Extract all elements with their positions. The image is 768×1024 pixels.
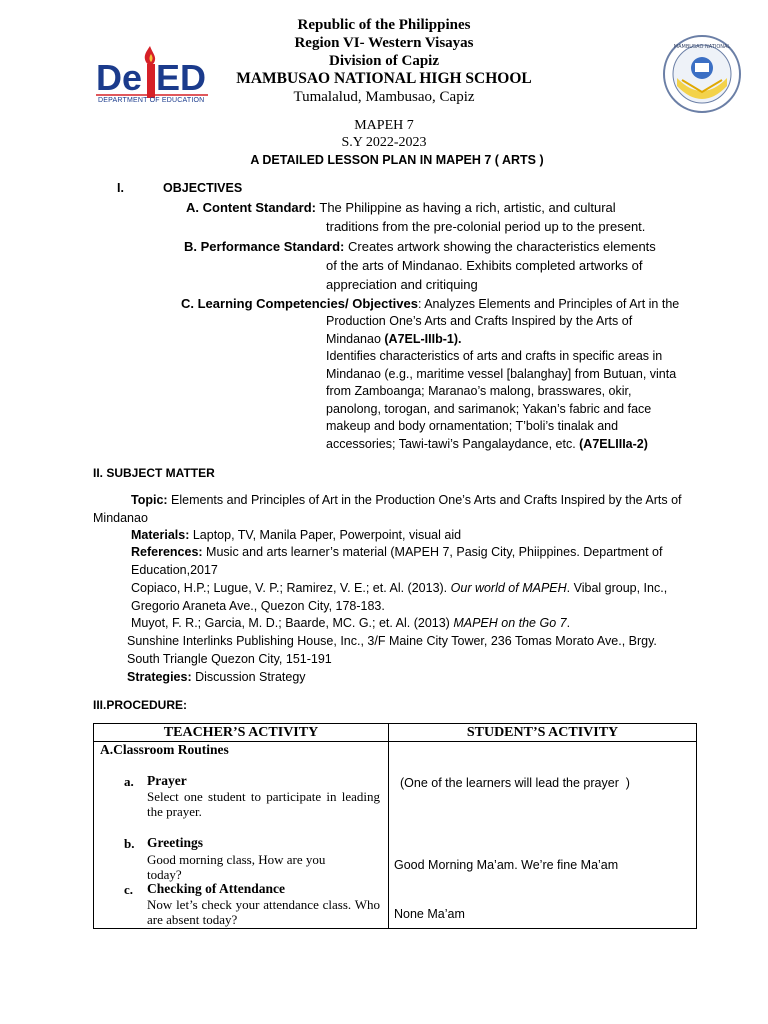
references-text: Music and arts learner’s material (MAPEH 7, Pasig City, Phiippines. Department of (202, 545, 663, 559)
activity-table (93, 723, 697, 929)
performance-standard-text-2: of the arts of Mindanao. Exhibits completed artworks of (326, 258, 643, 273)
item-title-greetings: Greetings (147, 835, 203, 850)
strategies-label: Strategies: (127, 670, 192, 684)
competency-line: accessories; Tawi-tawi’s Pangalaydance, etc. (326, 436, 580, 451)
item-letter-c: c. (124, 882, 134, 897)
reference-3-line-3: South Triangle Quezon City, 151-191 (127, 652, 332, 666)
lesson-plan-title: A DETAILED LESSON PLAN IN MAPEH 7 ( ARTS ) (250, 153, 544, 167)
competency-line: Mindanao (e.g., maritime vessel [balanghay] from Butuan, vinta (326, 366, 677, 381)
learning-competencies (181, 295, 679, 314)
topic-label: Topic: (131, 493, 168, 507)
objectives-number: I. (117, 181, 124, 195)
item-letter-a: a. (124, 774, 134, 789)
student-activity-cell (389, 742, 697, 929)
materials-label: Materials: (131, 528, 190, 542)
performance-standard-label: B. Performance Standard: (184, 239, 345, 254)
table-row (94, 742, 697, 929)
performance-standard-text: Creates artwork showing the characteristics elements (348, 239, 656, 254)
student-response-prayer: (One of the learners will lead the prayer ) (400, 776, 630, 790)
item-text-attendance: Now let’s check your attendance class. Who are absent today? (147, 897, 380, 927)
materials-text: Laptop, TV, Manila Paper, Powerpoint, visual aid (189, 528, 462, 542)
competency-code-2: (A7ELIIIa-2) (579, 436, 648, 451)
student-activity-header: STUDENT’S ACTIVITY (389, 724, 697, 742)
competency-line: from Zamboanga; Maranao’s malong, brasswares, okir, (326, 384, 632, 398)
item-text-greetings: Good morning class, How are you today? (147, 852, 326, 882)
school-year: S.Y 2022-2023 (341, 135, 427, 150)
learning-competencies-block (326, 313, 706, 453)
header-school: MAMBUSAO NATIONAL HIGH SCHOOL (236, 70, 532, 87)
reference-2-line-2: Gregorio Araneta Ave., Quezon City, 178-183. (131, 599, 385, 613)
svg-text:ED: ED (156, 57, 207, 98)
references-line (131, 544, 662, 562)
subject-title: MAPEH 7 (354, 118, 414, 133)
competency-code-line (326, 436, 706, 454)
svg-text:De: De (96, 57, 143, 98)
header-block (0, 16, 768, 106)
objectives-heading: OBJECTIVES (163, 181, 243, 195)
teacher-activity-header: TEACHER’S ACTIVITY (94, 724, 389, 742)
header-region: Region VI- Western Visayas (294, 35, 474, 51)
materials-line (131, 527, 461, 545)
header-address: Tumalalud, Mambusao, Capiz (293, 89, 475, 105)
strategies-line (127, 669, 306, 687)
item-text-prayer: Select one student to participate in leading the prayer. (147, 789, 380, 819)
references-text-2: Education,2017 (131, 563, 218, 577)
reference-3-title: MAPEH on the Go 7 (453, 616, 567, 630)
reference-3-text: . (566, 616, 571, 630)
reference-2-text: Copiaco, H.P.; Lugue, V. P.; Ramirez, V. E.; et. Al. (2013). (131, 581, 451, 595)
topic-line (131, 492, 682, 510)
item-letter-b: b. (124, 836, 135, 851)
procedure-heading: III.PROCEDURE: (93, 698, 188, 712)
content-standard-text-2: traditions from the pre-colonial period up to the present. (326, 219, 646, 234)
reference-3 (131, 615, 570, 633)
content-standard-label: A. Content Standard: (186, 200, 316, 215)
performance-standard (184, 238, 656, 256)
topic-text: Elements and Principles of Art in the Production One’s Arts and Crafts Inspired by the Arts of (167, 493, 682, 507)
reference-2 (131, 580, 667, 598)
competency-line: Mindanao (326, 331, 385, 346)
references-label: References: (131, 545, 203, 559)
performance-standard-text-3: appreciation and critiquing (326, 277, 478, 292)
content-standard (186, 199, 616, 217)
activity-table-header (94, 724, 697, 742)
reference-2-title: Our world of MAPEH (450, 581, 567, 595)
competency-code-1: (A7EL-IIIb-1). (384, 331, 462, 346)
reference-3-line-2: Sunshine Interlinks Publishing House, Inc., 3/F Maine City Tower, 236 Tomas Morato Ave., Brgy. (127, 634, 657, 648)
student-response-greetings: Good Morning Ma’am. We’re fine Ma’am (394, 858, 619, 872)
teacher-activity-cell (94, 742, 389, 929)
header-division: Division of Capiz (328, 53, 439, 69)
classroom-routines-heading: A.Classroom Routines (100, 742, 229, 757)
svg-text:MAMBUSAO NATIONAL: MAMBUSAO NATIONAL (673, 44, 731, 50)
topic-text-2: Mindanao (93, 511, 148, 525)
item-title-prayer: Prayer (147, 773, 187, 788)
reference-3-text: Muyot, F. R.; Garcia, M. D.; Baarde, MC. G.; et. Al. (2013) (131, 616, 454, 630)
student-response-attendance: None Ma’am (394, 907, 465, 921)
content-standard-text: The Philippine as having a rich, artistic, and cultural (319, 200, 616, 215)
reference-2-text: . Vibal group, Inc., (566, 581, 668, 595)
learning-competencies-label: C. Learning Competencies/ Objectives (181, 296, 418, 311)
competency-line: panolong, torogan, and sarimanok; Yakan’s fabric and face (326, 401, 652, 416)
strategies-text: Discussion Strategy (191, 670, 306, 684)
learning-competencies-text: : Analyzes Elements and Principles of Art in the (417, 297, 680, 311)
item-title-attendance: Checking of Attendance (147, 881, 285, 896)
competency-line: Production One’s Arts and Crafts Inspired by the Arts of (326, 314, 633, 328)
competency-line: makeup and body ornamentation; T’boli’s tinalak and (326, 419, 619, 433)
competency-code-line (326, 331, 706, 349)
deped-logo-subtext: DEPARTMENT OF EDUCATION (98, 97, 205, 104)
competency-line: Identifies characteristics of arts and crafts in specific areas in (326, 349, 663, 363)
subject-matter-heading: II. SUBJECT MATTER (93, 466, 215, 480)
header-country: Republic of the Philippines (297, 17, 471, 33)
